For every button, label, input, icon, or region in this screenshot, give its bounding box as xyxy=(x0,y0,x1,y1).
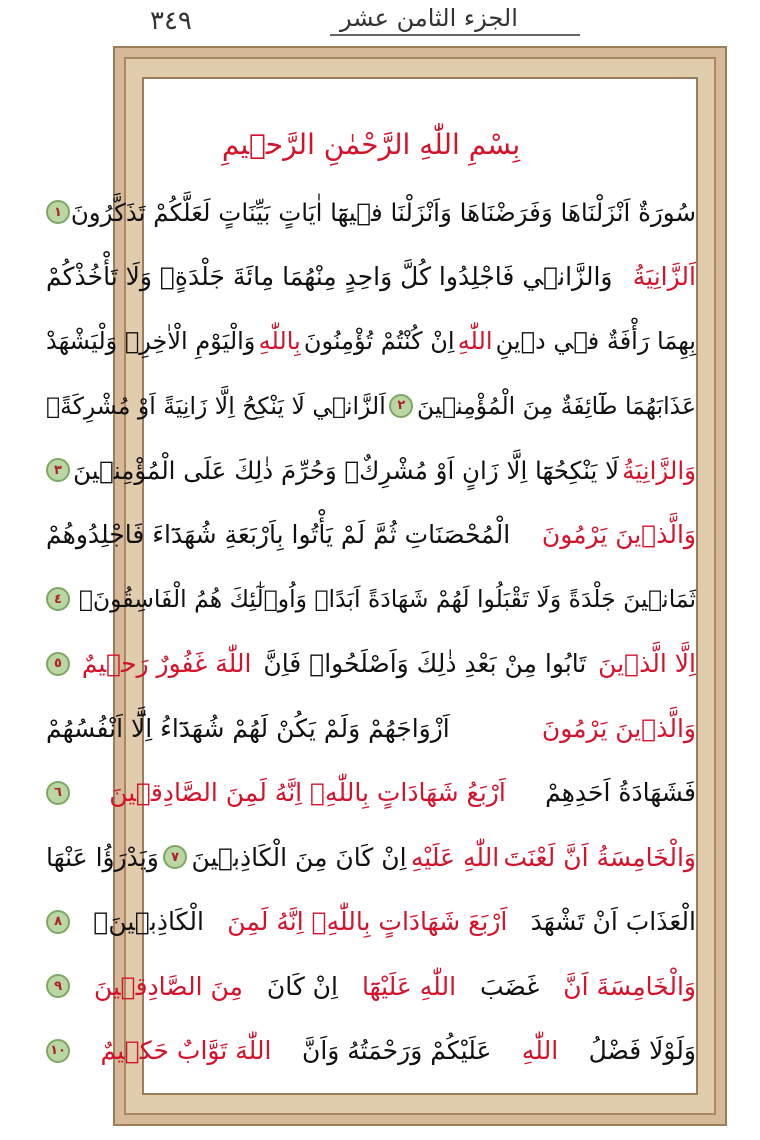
highlighted-text: اَرْبَعُ شَهَادَاتٍ بِاللّٰهِۙ اِنَّهُ لَمِنَ الصَّادِق۪ينَ xyxy=(109,778,506,808)
verse-line xyxy=(46,954,696,1019)
highlighted-text: اللّٰهَ غَفُورٌ رَح۪يمٌ xyxy=(81,649,252,679)
verse-text: وَيَدْرَؤُا عَنْهَا xyxy=(46,842,159,872)
verse-line xyxy=(46,890,696,955)
verse-line xyxy=(46,438,696,503)
verse-text: غَضَبَ xyxy=(479,971,540,1001)
verse-text: وَلَوْلَا فَضْلُ xyxy=(588,1036,696,1066)
verse-text: اِنْ كَانَ xyxy=(266,971,338,1001)
ayah-marker: ٧ xyxy=(163,845,187,869)
ayah-marker: ٩ xyxy=(46,974,70,998)
ayah-marker: ٤ xyxy=(46,587,70,611)
ayah-marker: ١ xyxy=(46,200,70,224)
verse-text: الْكَاذِب۪ينَۙ xyxy=(93,907,204,937)
highlighted-text: اللّٰهِ عَلَيْهَٓا xyxy=(361,971,457,1001)
header-rule xyxy=(330,34,580,36)
verse-line xyxy=(46,1019,696,1084)
highlighted-text: اللّٰهِ xyxy=(521,1036,559,1066)
verse-line xyxy=(46,632,696,697)
verse-text: اَلزَّان۪ي لَا يَنْكِحُ اِلَّا زَانِيَةً اَوْ مُشْرِكَةًۘ xyxy=(46,391,386,420)
verse-line xyxy=(46,309,696,374)
highlighted-text: وَالْخَامِسَةُ اَنَّ لَعْنَتَ xyxy=(503,842,696,872)
verse-text: اِنْ كُنْتُمْ تُؤْمِنُونَ xyxy=(303,327,455,356)
page-number: ٣٤٩ xyxy=(150,6,192,36)
highlighted-text: وَالزَّانِيَةُ xyxy=(622,455,696,485)
verse-lines xyxy=(46,180,696,1083)
verse-line xyxy=(46,374,696,439)
verse-text: اَزْوَاجَهُمْ وَلَمْ يَكُنْ لَهُمْ شُهَدَٓاءُ اِلَّٓا اَنْفُسُهُمْ xyxy=(46,713,450,743)
ayah-marker: ٦ xyxy=(46,781,70,805)
highlighted-text: وَالْخَامِسَةَ اَنَّ xyxy=(563,971,696,1001)
ayah-marker: ١٠ xyxy=(46,1039,70,1063)
highlighted-text: وَالَّذ۪ينَ يَرْمُونَ xyxy=(541,713,696,743)
verse-line xyxy=(46,245,696,310)
verse-text: وَالْيَوْمِ الْاٰخِرِۚ وَلْيَشْهَدْ xyxy=(46,327,256,356)
juz-title: الجزء الثامن عشر xyxy=(340,4,518,32)
verse-line xyxy=(46,761,696,826)
verse-text: تَابُوا مِنْ بَعْدِ ذٰلِكَ وَاَصْلَحُواۚ فَاِنَّ xyxy=(263,649,587,679)
verse-text: بِهِمَا رَأْفَةٌ ف۪ي د۪ينِ xyxy=(495,327,696,356)
verse-line xyxy=(46,696,696,761)
verse-text: عَلَيْكُمْ وَرَحْمَتُهُ وَاَنَّ xyxy=(301,1036,492,1066)
verse-text: ثَمَان۪ينَ جَلْدَةً وَلَا تَقْبَلُوا لَهُمْ شَهَادَةً اَبَدًاۚ وَاُو۬لٰٓئِكَ هُمُ الْفَاسِقُونَۙ xyxy=(78,585,696,614)
verse-line xyxy=(46,567,696,632)
highlighted-text: بِاللّٰهِ xyxy=(258,327,301,356)
verse-text: وَالزَّان۪ي فَاجْلِدُوا كُلَّ وَاحِدٍ مِنْهُمَا مِائَةَ جَلْدَةٍۖ وَلَا تَأْخُذْكُمْ xyxy=(46,262,613,292)
verse-text: عَذَابَهُمَا طَٓائِفَةٌ مِنَ الْمُؤْمِن۪ينَ xyxy=(417,391,696,420)
highlighted-text: اللّٰهِ عَلَيْهِ xyxy=(410,842,500,872)
ayah-marker: ٨ xyxy=(46,910,70,934)
page-header xyxy=(0,0,760,46)
highlighted-text: اِلَّا الَّذ۪ينَ xyxy=(598,649,696,679)
highlighted-text: وَالَّذ۪ينَ يَرْمُونَ xyxy=(541,520,696,550)
ayah-marker: ٢ xyxy=(389,394,413,418)
verse-text: لَا يَنْكِحُهَٓا اِلَّا زَانٍ اَوْ مُشْرِكٌۚ وَحُرِّمَ ذٰلِكَ عَلَى الْمُؤْمِن۪ينَ xyxy=(73,455,620,485)
ayah-marker: ٣ xyxy=(46,458,70,482)
verse-line xyxy=(46,503,696,568)
verse-line xyxy=(46,825,696,890)
verse-text: سُورَةٌ اَنْزَلْنَاهَا وَفَرَضْنَاهَا وَاَنْزَلْنَا ف۪يهَٓا اٰيَاتٍ بَيِّنَاتٍ لَعَلَّكُمْ تَذَكَّرُونَ xyxy=(70,197,696,227)
verse-line xyxy=(46,180,696,245)
quran-text xyxy=(46,108,696,1083)
ayah-marker: ٥ xyxy=(46,652,70,676)
verse-text: اِنْ كَانَ مِنَ الْكَاذِب۪ينَ xyxy=(191,842,407,872)
verse-text: فَشَهَادَةُ اَحَدِهِمْ xyxy=(545,778,696,808)
highlighted-text: اَرْبَعَ شَهَادَاتٍ بِاللّٰهِۙ اِنَّهُ لَمِنَ xyxy=(227,907,508,937)
highlighted-text: اللّٰهِ xyxy=(457,327,493,356)
verse-text: الْمُحْصَنَاتِ ثُمَّ لَمْ يَأْتُوا بِاَرْبَعَةِ شُهَدَٓاءَ فَاجْلِدُوهُمْ xyxy=(46,520,511,550)
highlighted-text: اللّٰهَ تَوَّابٌ حَك۪يمٌ xyxy=(100,1036,272,1066)
highlighted-text: مِنَ الصَّادِق۪ينَ xyxy=(94,971,243,1001)
highlighted-text: اَلزَّانِيَةُ xyxy=(632,262,696,292)
verse-text: الْعَذَابَ اَنْ تَشْهَدَ xyxy=(530,907,696,937)
basmala: بِسْمِ اللّٰهِ الرَّحْمٰنِ الرَّح۪يمِ xyxy=(221,127,521,161)
